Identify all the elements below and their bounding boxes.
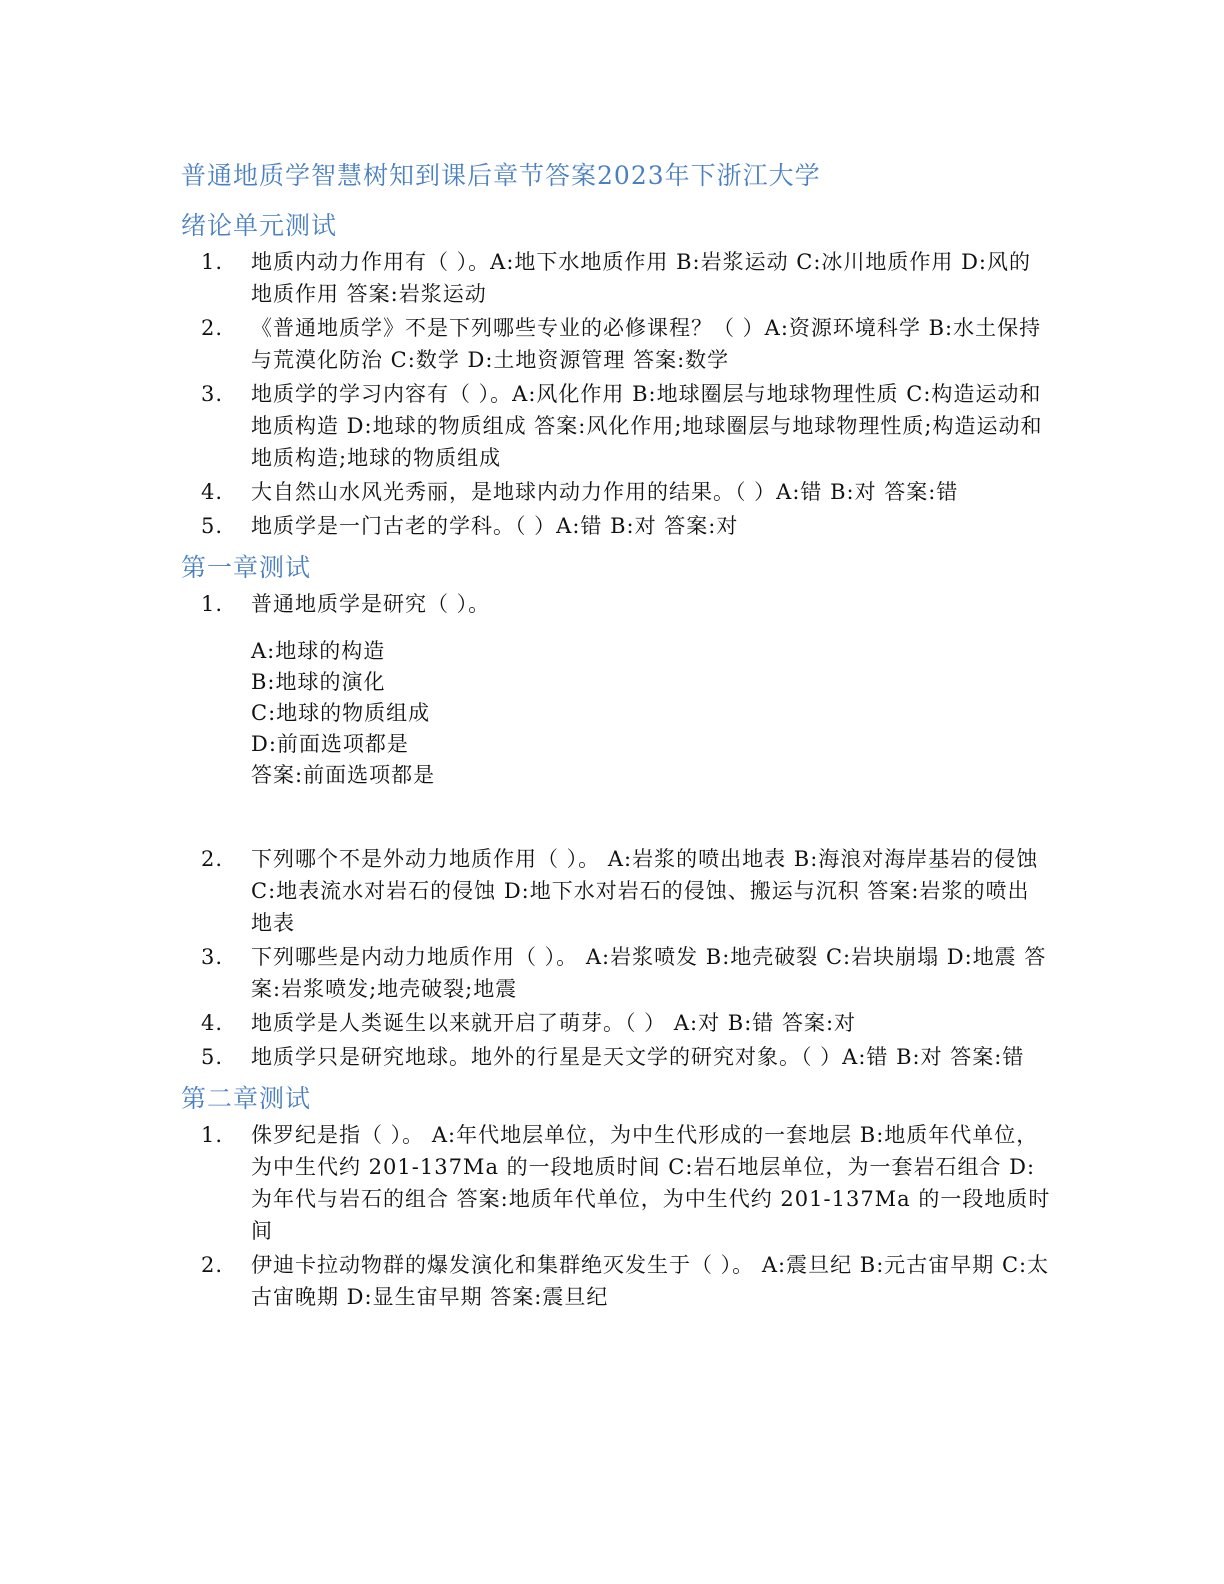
section-heading-chapter-1: 第一章测试 [181, 553, 312, 582]
question-text: 地质内动力作用有（ ）。A:地下水地质作用 B:岩浆运动 C:冰川地质作用 D:风的地质作用 答案:岩浆运动 [251, 250, 1032, 306]
question-item [181, 1119, 1051, 1247]
question-number: 3. [201, 382, 224, 406]
question-number: 2. [201, 847, 224, 871]
question-text: 侏罗纪是指（ ）。 A:年代地层单位，为中生代形成的一套地层 B:地质年代单位，为中生代约 201-137Ma 的一段地质时间 C:岩石地层单位，为一套岩石组合 D:为年代与岩石的组合 答案:地质年代单位，为中生代约 201-137Ma 的一段地质时间 [251, 1123, 1051, 1243]
document-page [181, 158, 1051, 1321]
question-number: 4. [201, 480, 224, 504]
question-text: 下列哪些是内动力地质作用（ ）。 A:岩浆喷发 B:地壳破裂 C:岩块崩塌 D:地震 答案:岩浆喷发;地壳破裂;地震 [251, 945, 1047, 1001]
question-list-intro [181, 246, 1051, 542]
question-text: 大自然山水风光秀丽，是地球内动力作用的结果。（ ）A:错 B:对 答案:错 [251, 480, 959, 504]
question-item [181, 1007, 1051, 1039]
question-number: 3. [201, 945, 224, 969]
question-item [181, 941, 1051, 1005]
question-number: 2. [201, 1253, 224, 1277]
question-text: 地质学的学习内容有（ ）。A:风化作用 B:地球圈层与地球物理性质 C:构造运动和地质构造 D:地球的物质组成 答案:风化作用;地球圈层与地球物理性质;构造运动和地质构造;地球的物质组成 [251, 382, 1043, 470]
option-b: B:地球的演化 [251, 670, 386, 694]
question-list-chapter-1 [181, 588, 1051, 1073]
document-title: 普通地质学智慧树知到课后章节答案2023年下浙江大学 [181, 161, 821, 190]
question-item [181, 843, 1051, 939]
question-text: 地质学是人类诞生以来就开启了萌芽。（ ） A:对 B:错 答案:对 [251, 1011, 857, 1035]
question-text: 普通地质学是研究（ ）。 [251, 592, 491, 616]
question-number: 5. [201, 514, 224, 538]
section-heading-chapter-2: 第二章测试 [181, 1084, 312, 1113]
question-text: 下列哪个不是外动力地质作用（ ）。 A:岩浆的喷出地表 B:海浪对海岸基岩的侵蚀 C:地表流水对岩石的侵蚀 D:地下水对岩石的侵蚀、搬运与沉积 答案:岩浆的喷出地表 [251, 847, 1039, 935]
question-text: 伊迪卡拉动物群的爆发演化和集群绝灭发生于（ ）。 A:震旦纪 B:元古宙早期 C:太古宙晚期 D:显生宙早期 答案:震旦纪 [251, 1253, 1050, 1309]
option-c: C:地球的物质组成 [251, 701, 431, 725]
question-text: 《普通地质学》不是下列哪些专业的必修课程？（ ）A:资源环境科学 B:水土保持与荒漠化防治 C:数学 D:土地资源管理 答案:数学 [251, 316, 1042, 372]
question-item [181, 1041, 1051, 1073]
question-number: 5. [201, 1045, 224, 1069]
option-a: A:地球的构造 [251, 639, 386, 663]
question-item [181, 510, 1051, 542]
question-number: 1. [201, 250, 224, 274]
question-number: 1. [201, 1123, 224, 1147]
question-number: 2. [201, 316, 224, 340]
question-item [181, 312, 1051, 376]
section-heading-intro: 绪论单元测试 [181, 211, 338, 240]
question-item [181, 378, 1051, 474]
question-number: 4. [201, 1011, 224, 1035]
answer-text: 答案:前面选项都是 [251, 763, 436, 787]
option-d: D:前面选项都是 [251, 732, 409, 756]
question-text: 地质学是一门古老的学科。（ ）A:错 B:对 答案:对 [251, 514, 739, 538]
question-list-chapter-2 [181, 1119, 1051, 1313]
question-text: 地质学只是研究地球。地外的行星是天文学的研究对象。（ ）A:错 B:对 答案:错 [251, 1045, 1025, 1069]
option-list [251, 636, 1051, 791]
question-item [181, 246, 1051, 310]
question-item [181, 1249, 1051, 1313]
question-number: 1. [201, 592, 224, 616]
question-item [181, 476, 1051, 508]
question-item [181, 588, 1051, 791]
